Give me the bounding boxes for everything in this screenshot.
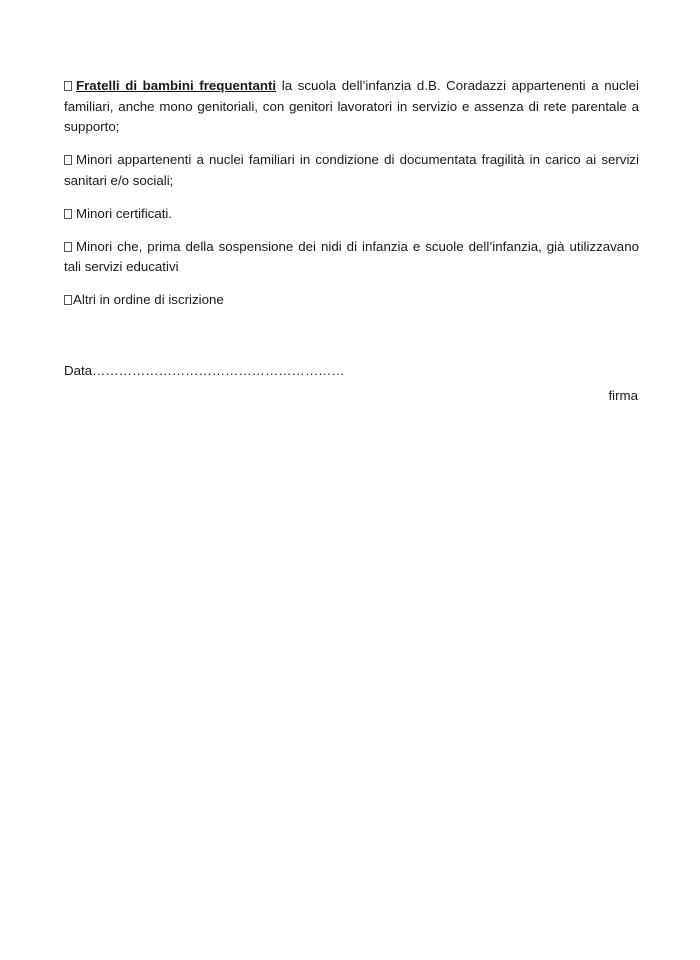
- option-minori-fragilita: [64, 150, 639, 191]
- option-fratelli-text: la scuola dell’infanzia d.B. Coradazzi appartenenti a nuclei familiari, anche mono genitoriali, con genitori lavoratori in servizio e assenza di rete parentale a supporto;: [64, 78, 639, 134]
- option-minori-fragilita-text: Minori appartenenti a nuclei familiari in condizione di documentata fragilità in carico ai servizi sanitari e/o sociali;: [64, 152, 639, 188]
- checkbox-altri[interactable]: [64, 295, 72, 305]
- option-fratelli-highlight: Fratelli di bambini frequentanti: [76, 78, 277, 93]
- option-minori-certificati-text: Minori certificati.: [76, 205, 173, 221]
- checkbox-minori-fragilita[interactable]: [64, 155, 72, 165]
- option-minori-servizi-text: Minori che, prima della sospensione dei nidi di infanzia e scuole dell’infanzia, già utilizzavano tali servizi educativi: [64, 238, 639, 274]
- option-fratelli: [64, 76, 639, 138]
- checkbox-minori-certificati[interactable]: [64, 209, 72, 219]
- document-body: [64, 76, 639, 323]
- signature-label: firma: [608, 388, 638, 403]
- option-altri: [64, 290, 639, 311]
- option-minori-servizi: [64, 237, 639, 278]
- option-altri-text: Altri in ordine di iscrizione: [73, 292, 224, 307]
- checkbox-fratelli[interactable]: [64, 81, 72, 91]
- option-minori-certificati: [64, 204, 639, 225]
- date-field[interactable]: Data…………………………………………………: [64, 363, 345, 378]
- checkbox-minori-servizi[interactable]: [64, 242, 72, 252]
